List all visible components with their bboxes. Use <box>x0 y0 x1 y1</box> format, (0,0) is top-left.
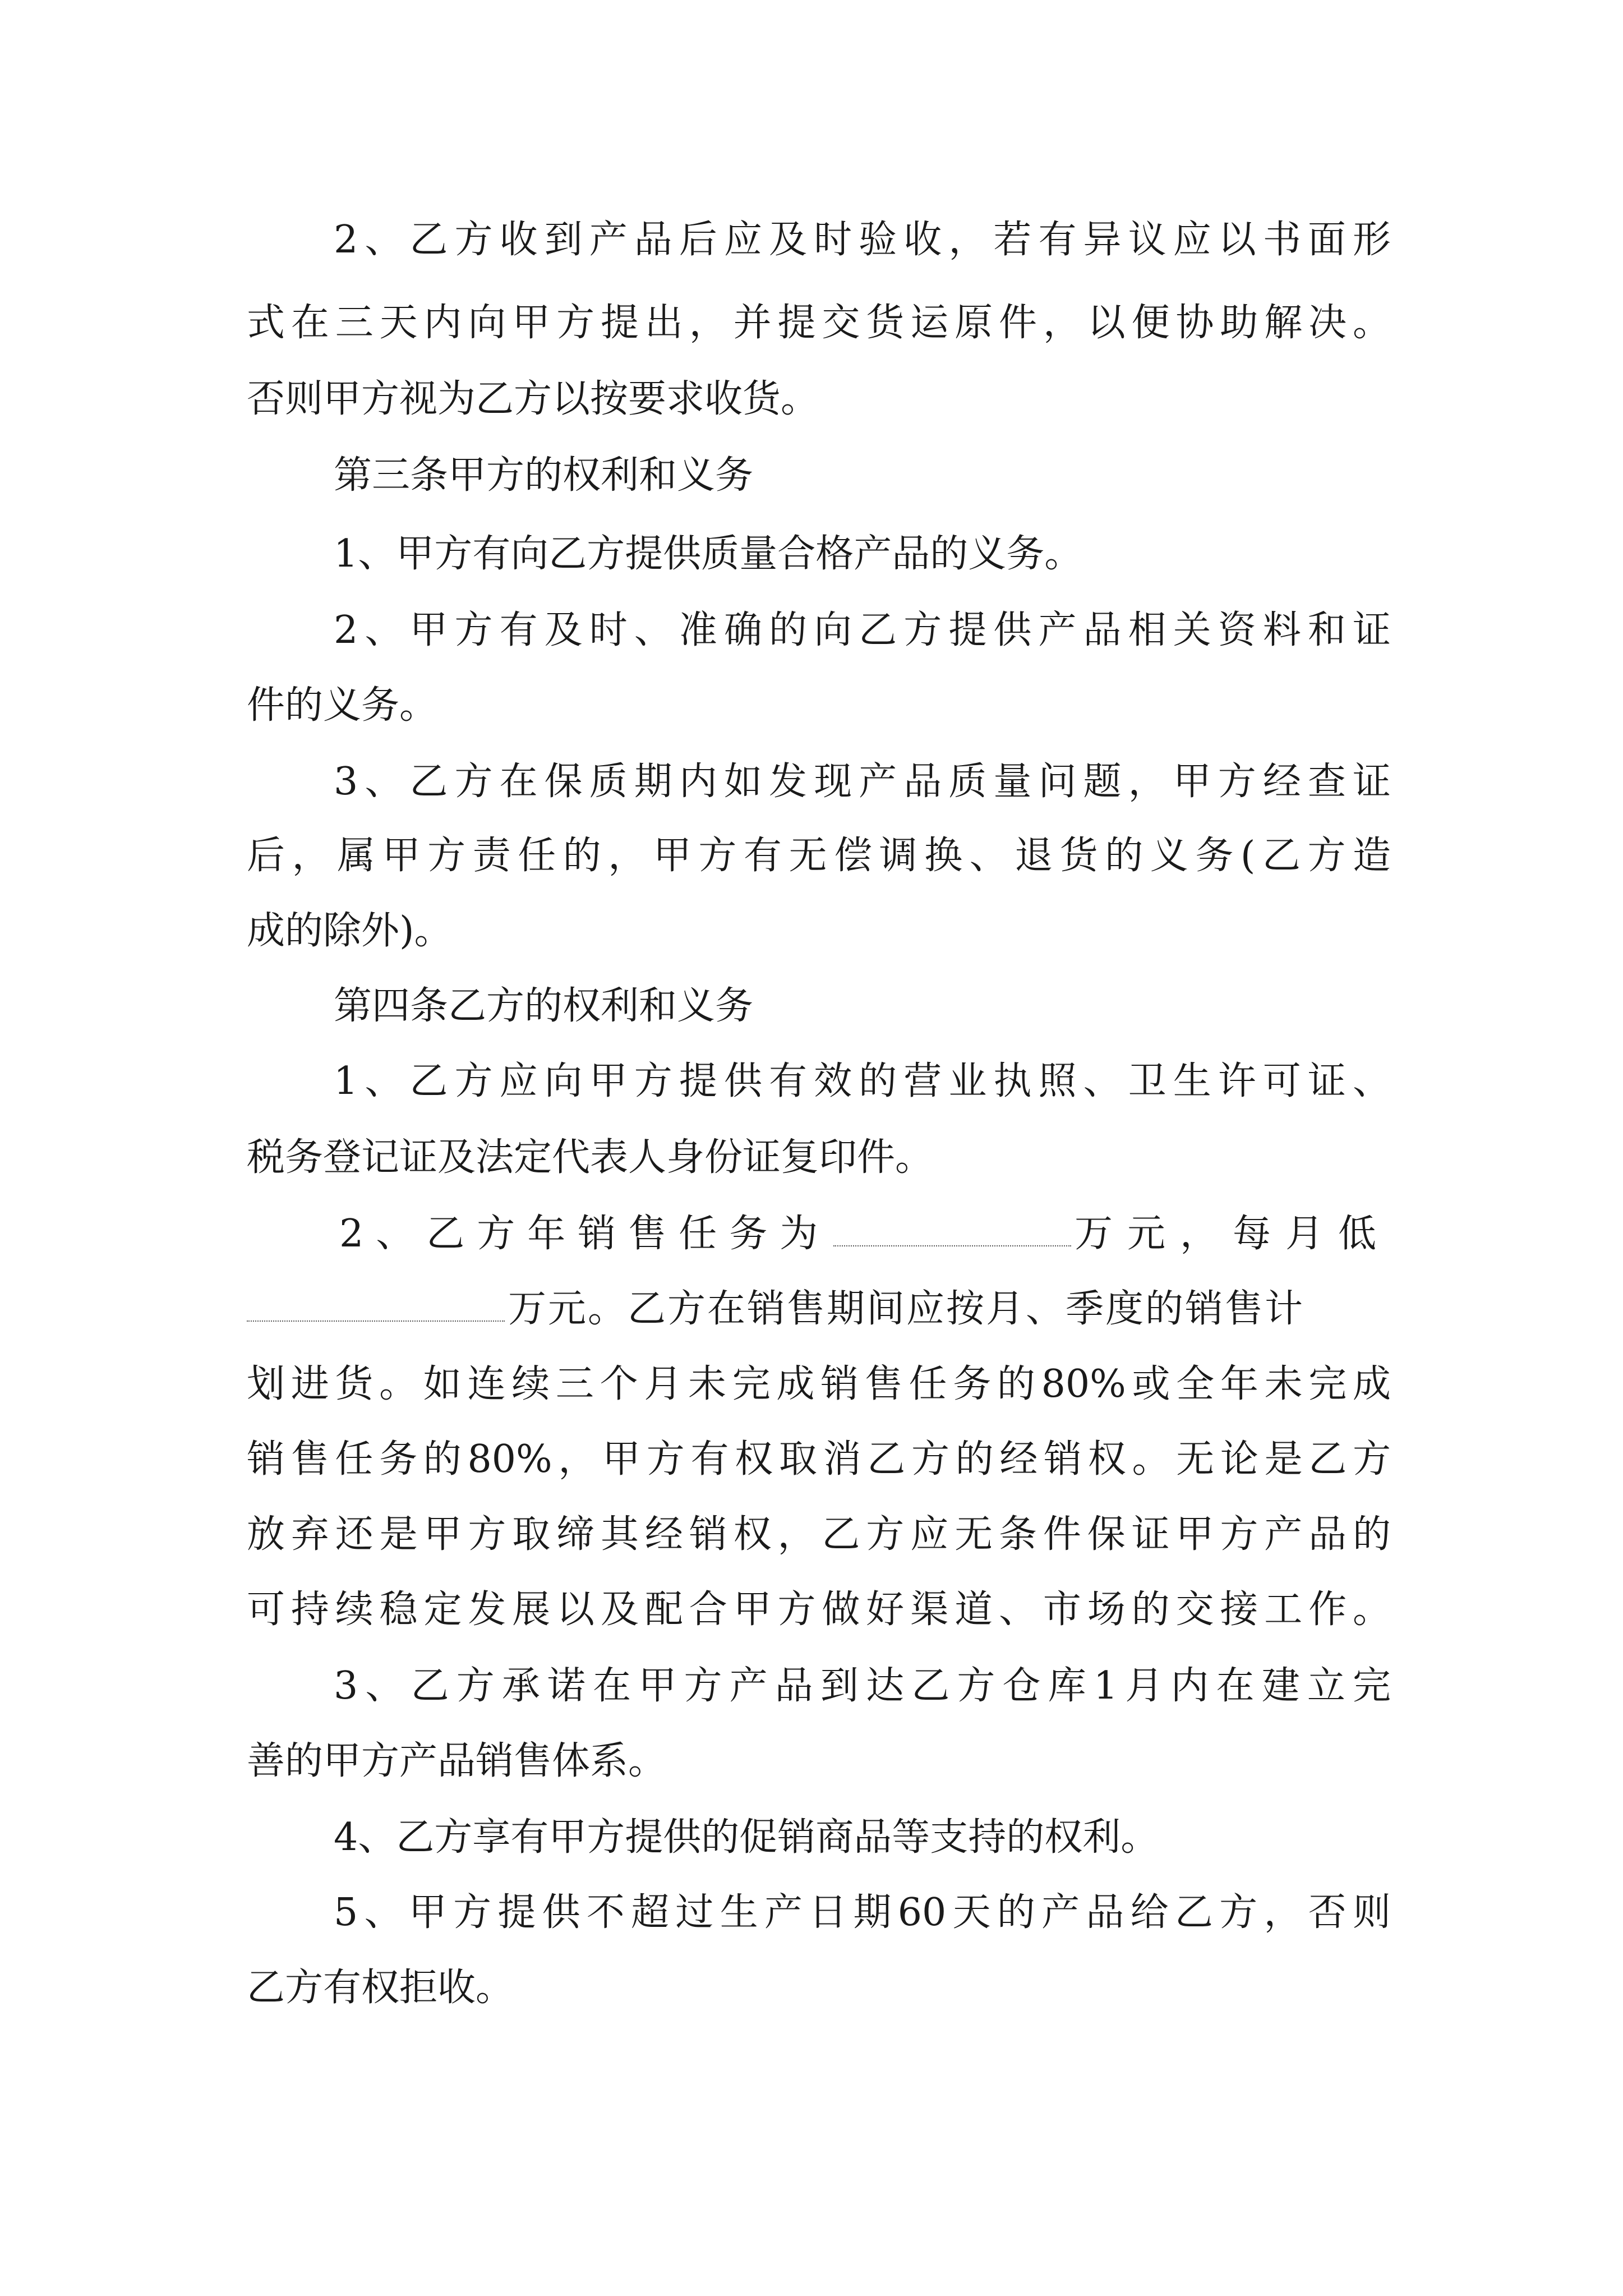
paragraph-line: 4、乙方享有甲方提供的促销商品等支持的权利。 <box>334 1815 1159 1860</box>
sales-task-text: 2、乙方年销售任务为 <box>339 1212 831 1256</box>
paragraph-line: 后，属甲方责任的，甲方有无偿调换、退货的义务(乙方造 <box>247 834 1391 878</box>
paragraph-line: 善的甲方产品销售体系。 <box>247 1739 667 1783</box>
section-heading: 第四条乙方的权利和义务 <box>334 984 754 1028</box>
paragraph-line: 1、甲方有向乙方提供质量合格产品的义务。 <box>334 532 1083 576</box>
paragraph-line: 5、甲方提供不超过生产日期60天的产品给乙方，否则 <box>334 1890 1391 1935</box>
paragraph-line: 2、乙方收到产品后应及时验收，若有异议应以书面形 <box>334 218 1391 262</box>
paragraph-line: 税务登记证及法定代表人身份证复印件。 <box>247 1135 934 1180</box>
paragraph-line: 乙方有权拒收。 <box>247 1966 514 2010</box>
sales-task-line-2 <box>247 1281 1391 1335</box>
paragraph-line: 销售任务的80%，甲方有权取消乙方的经销权。无论是乙方 <box>247 1437 1391 1481</box>
paragraph-line: 2、甲方有及时、准确的向乙方提供产品相关资料和证 <box>334 608 1391 652</box>
paragraph-line: 放弃还是甲方取缔其经销权，乙方应无条件保证甲方产品的 <box>247 1512 1391 1557</box>
paragraph-line: 件的义务。 <box>247 683 438 728</box>
paragraph-line: 划进货。如连续三个月未完成销售任务的80%或全年未完成 <box>247 1362 1391 1406</box>
paragraph-line: 3、乙方在保质期内如发现产品质量问题，甲方经查证 <box>334 760 1391 804</box>
monthly-minimum-blank <box>247 1281 505 1322</box>
paragraph-line: 否则甲方视为乙方以按要求收货。 <box>247 377 819 421</box>
paragraph-line: 3、乙方承诺在甲方产品到达乙方仓库1月内在建立完 <box>334 1664 1391 1708</box>
paragraph-line: 可持续稳定发展以及配合甲方做好渠道、市场的交接工作。 <box>247 1588 1391 1632</box>
sales-task-text: 万元，每月低 <box>1074 1212 1391 1256</box>
paragraph-line: 式在三天内向甲方提出，并提交货运原件，以便协助解决。 <box>247 301 1391 345</box>
paragraph-line: 1、乙方应向甲方提供有效的营业执照、卫生许可证、 <box>334 1059 1391 1103</box>
paragraph-line: 成的除外)。 <box>247 909 453 953</box>
sales-task-line-1 <box>339 1206 1391 1260</box>
sales-task-text: 万元。乙方在销售期间应按月、季度的销售计 <box>508 1287 1305 1331</box>
section-heading: 第三条甲方的权利和义务 <box>334 453 754 498</box>
sales-amount-blank <box>833 1206 1071 1246</box>
